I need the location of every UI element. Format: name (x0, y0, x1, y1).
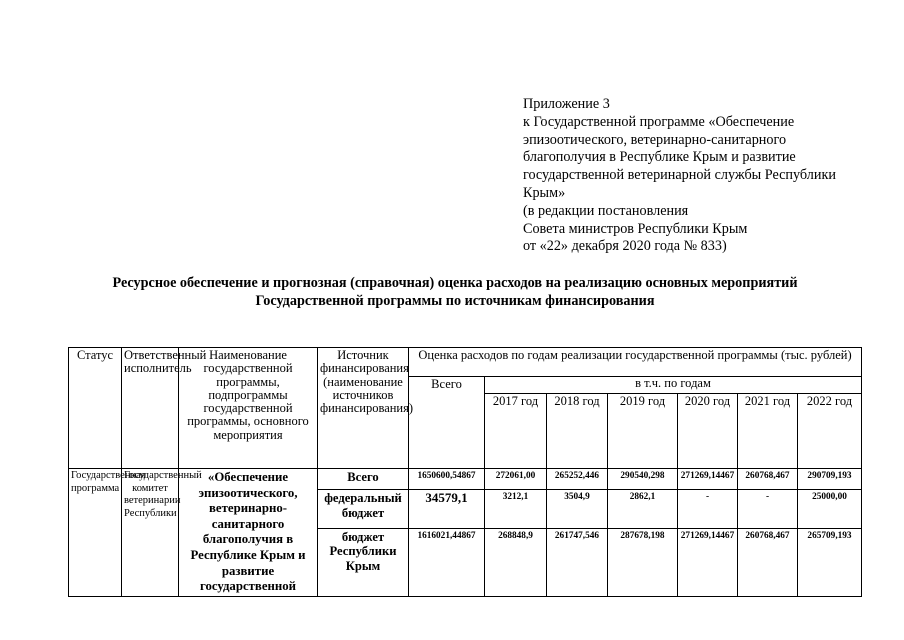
financing-table (68, 347, 862, 597)
year-value: 265709,193 (798, 528, 862, 596)
document-title-line1: Ресурсное обеспечение и прогнозная (справочная) оценка расходов на реализацию основных мероприятий (112, 275, 798, 291)
year-value: 261747,546 (547, 528, 608, 596)
document-title (60, 274, 850, 310)
header-year-2020: 2020 год (678, 394, 738, 469)
header-expense-estimate: Оценка расходов по годам реализации государственной программы (тыс. рублей) (409, 348, 862, 377)
year-value: 271269,14467 (678, 469, 738, 490)
header-program-name: Наименование государственной программы, подпрограммы государственной программы, основного мероприятия (179, 348, 318, 469)
funding-source: бюджет Республики Крым (318, 528, 409, 596)
appendix-line: благополучия в Республике Крым и развитие (523, 149, 796, 166)
appendix-line: (в редакции постановления (523, 202, 689, 219)
header-year-2019: 2019 год (608, 394, 678, 469)
funding-source: Всего (318, 469, 409, 490)
appendix-line: от «22» декабря 2020 года № 833) (523, 238, 727, 255)
header-year-2018: 2018 год (547, 394, 608, 469)
year-value: 287678,198 (608, 528, 678, 596)
header-total: Всего (409, 377, 485, 469)
header-year-2021: 2021 год (738, 394, 798, 469)
program-name: «Обеспечение эпизоотического, ветеринарно-санитарного благополучия в Республике Крым и развитие государственной (179, 469, 318, 597)
year-value: - (738, 490, 798, 529)
year-value: 3212,1 (485, 490, 547, 529)
year-value: 260768,467 (738, 528, 798, 596)
header-year-2017: 2017 год (485, 394, 547, 469)
appendix-line: эпизоотического, ветеринарно-санитарного (523, 131, 787, 148)
header-executor: Ответственный исполнитель (122, 348, 179, 469)
header-status: Статус (69, 348, 122, 469)
appendix-line: государственной ветеринарной службы Республики (523, 167, 836, 184)
year-value: 271269,14467 (678, 528, 738, 596)
year-value: 3504,9 (547, 490, 608, 529)
appendix-line: Совета министров Республики Крым (523, 220, 748, 237)
total-value: 1650600,54867 (409, 469, 485, 490)
year-value: 268848,9 (485, 528, 547, 596)
program-status: Государственная программа (69, 469, 122, 597)
year-value: 272061,00 (485, 469, 547, 490)
header-year-2022: 2022 год (798, 394, 862, 469)
table-row (69, 469, 862, 490)
year-value: 260768,467 (738, 469, 798, 490)
appendix-line: Крым» (523, 184, 566, 201)
program-executor: Государственный комитет ветеринарии Республики (122, 469, 179, 597)
header-by-years: в т.ч. по годам (485, 377, 862, 394)
year-value: 265252,446 (547, 469, 608, 490)
year-value: - (678, 490, 738, 529)
year-value: 290540,298 (608, 469, 678, 490)
total-value: 1616021,44867 (409, 528, 485, 596)
appendix-line: Приложение 3 (523, 96, 610, 112)
document-title-line2: Государственной программы по источникам финансирования (255, 293, 655, 309)
funding-source: федеральный бюджет (318, 490, 409, 529)
appendix-block (523, 96, 893, 256)
year-value: 290709,193 (798, 469, 862, 490)
year-value: 25000,00 (798, 490, 862, 529)
header-funding-source: Источник финансирования (наименование источников финансирования) (318, 348, 409, 469)
total-value: 34579,1 (409, 490, 485, 529)
year-value: 2862,1 (608, 490, 678, 529)
appendix-line: к Государственной программе «Обеспечение (523, 113, 795, 130)
